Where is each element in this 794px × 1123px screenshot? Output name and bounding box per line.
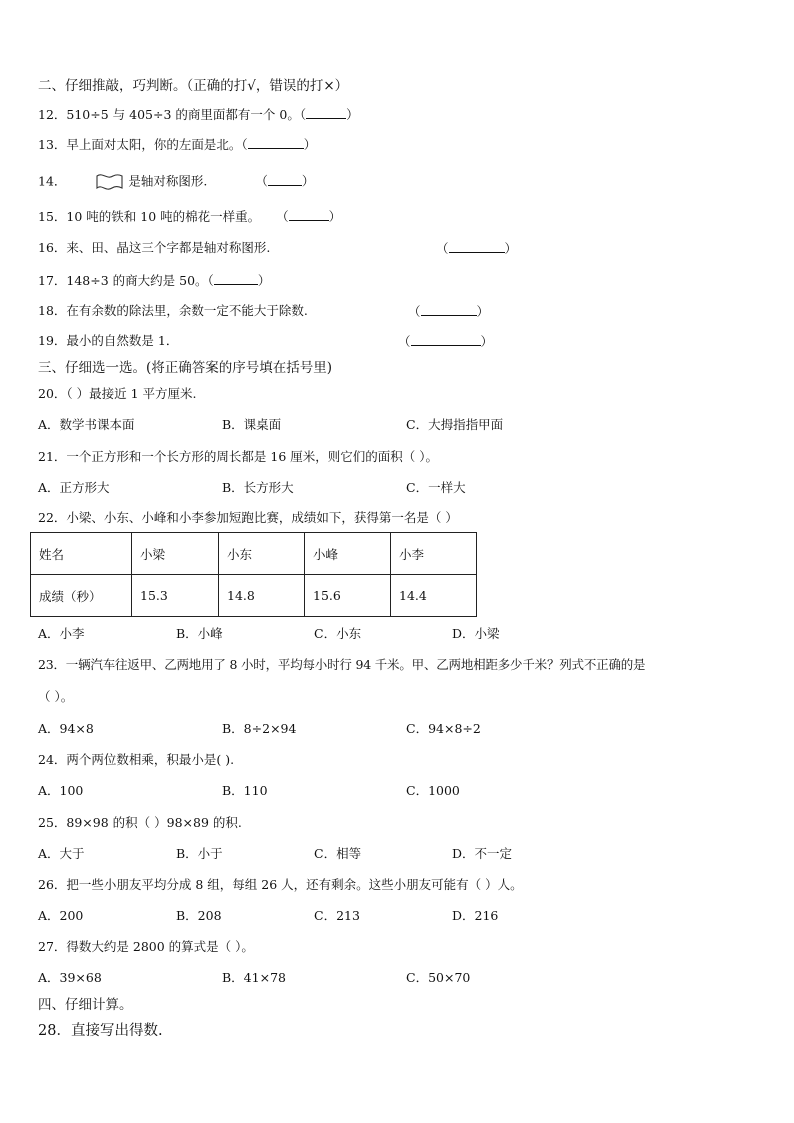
option-a[interactable]: A．94×8 (38, 721, 94, 736)
question-number: 14． (38, 173, 67, 189)
question-17: 17．148÷3 的商大约是 50。（ ） (38, 273, 271, 288)
option-c[interactable]: C．大拇指指甲面 (406, 417, 504, 432)
table-cell: 成绩（秒） (31, 575, 132, 617)
section-3-heading: 三、仔细选一选。(将正确答案的序号填在括号里) (38, 360, 333, 376)
option-b[interactable]: B．长方形大 (222, 480, 294, 495)
section-4-heading: 四、仔细计算。 (38, 997, 133, 1013)
question-text: 510÷5 与 405÷3 的商里面都有一个 0。 (66, 107, 300, 122)
question-text: 早上面对太阳，你的左面是北。 (66, 137, 242, 152)
answer-blank[interactable] (411, 333, 481, 346)
question-20: 20．（ ）最接近 1 平方厘米. (38, 386, 197, 401)
question-16-blank: （ ） (436, 241, 518, 256)
answer-blank[interactable] (214, 272, 258, 285)
option-c[interactable]: C．50×70 (406, 970, 471, 985)
option-b[interactable]: B．小于 (176, 846, 223, 861)
question-13: 13．早上面对太阳，你的左面是北。（ ） (38, 137, 317, 152)
table-cell: 小梁 (132, 533, 219, 575)
question-text: 10 吨的铁和 10 吨的棉花一样重。 (66, 209, 261, 224)
option-b[interactable]: B．110 (222, 783, 268, 798)
question-number: 17． (38, 273, 67, 288)
option-b[interactable]: B．208 (176, 908, 222, 923)
table-cell: 小李 (391, 533, 477, 575)
question-19 (38, 333, 178, 349)
question-number: 16． (38, 240, 67, 255)
option-a[interactable]: A．小李 (38, 626, 85, 641)
option-c[interactable]: C．小东 (314, 626, 362, 641)
question-22: 22．小梁、小东、小峰和小李参加短跑比赛，成绩如下，获得第一名是（ ） (38, 510, 458, 525)
question-14: 14． 是轴对称图形. （ ） (38, 172, 314, 192)
option-a[interactable]: A．39×68 (38, 970, 102, 985)
question-text: 最小的自然数是 1． (66, 333, 179, 348)
question-text: 来、田、晶这三个字都是轴对称图形. (66, 240, 271, 255)
question-15: 15．10 吨的铁和 10 吨的棉花一样重。 （ ） (38, 209, 342, 224)
table-cell: 15.3 (132, 575, 219, 617)
table-cell: 小东 (219, 533, 305, 575)
question-number: 12． (38, 107, 67, 122)
wavy-flag-icon (94, 172, 124, 192)
question-23-continued: （ ）。 (38, 689, 74, 704)
section-2-heading: 二、仔细推敲，巧判断。（正确的打√，错误的打×） (38, 78, 349, 94)
option-d[interactable]: D．小梁 (452, 626, 500, 641)
table-cell: 姓名 (31, 533, 132, 575)
question-19-blank: （ ） (398, 334, 494, 349)
question-12: 12．510÷5 与 405÷3 的商里面都有一个 0。（ ） (38, 107, 359, 122)
question-24: 24．两个两位数相乘，积最小是( ). (38, 752, 235, 767)
answer-blank[interactable] (289, 208, 329, 221)
option-c[interactable]: C．1000 (406, 783, 460, 798)
option-c[interactable]: C．相等 (314, 846, 362, 861)
question-number: 19． (38, 333, 67, 348)
answer-blank[interactable] (421, 303, 477, 316)
question-21: 21．一个正方形和一个长方形的周长都是 16 厘米，则它们的面积（ ）。 (38, 449, 438, 464)
option-c[interactable]: C．一样大 (406, 480, 466, 495)
table-cell: 小峰 (305, 533, 391, 575)
option-a[interactable]: A．大于 (38, 846, 85, 861)
question-26: 26．把一些小朋友平均分成 8 组，每组 26 人，还有剩余。这些小朋友可能有（ ）人。 (38, 877, 523, 892)
table-cell: 14.4 (391, 575, 477, 617)
question-number: 13． (38, 137, 67, 152)
option-a[interactable]: A．正方形大 (38, 480, 110, 495)
table-cell: 14.8 (219, 575, 305, 617)
question-28: 28．直接写出得数. (38, 1023, 163, 1039)
question-18-blank: （ ） (408, 304, 490, 319)
question-text: 在有余数的除法里，余数一定不能大于除数. (66, 303, 308, 318)
option-a[interactable]: A．数学书课本面 (38, 417, 135, 432)
question-23: 23．一辆汽车往返甲、乙两地用了 8 小时，平均每小时行 94 千米。甲、乙两地相距多少千米？列式不正确的是 (38, 657, 646, 672)
question-text: 是轴对称图形. (128, 173, 208, 189)
answer-blank[interactable] (449, 240, 505, 253)
option-a[interactable]: A．100 (38, 783, 84, 798)
option-b[interactable]: B．小峰 (176, 626, 223, 641)
table-row (31, 575, 477, 617)
answer-blank[interactable] (306, 106, 346, 119)
table-cell: 15.6 (305, 575, 391, 617)
answer-blank[interactable] (248, 136, 304, 149)
table-row (31, 533, 477, 575)
question-27: 27．得数大约是 2800 的算式是（ ）。 (38, 939, 254, 954)
option-c[interactable]: C．213 (314, 908, 360, 923)
question-25: 25．89×98 的积（ ）98×89 的积. (38, 815, 242, 830)
answer-blank[interactable] (268, 173, 302, 186)
option-a[interactable]: A．200 (38, 908, 84, 923)
question-16 (38, 240, 270, 256)
question-number: 15． (38, 209, 67, 224)
option-b[interactable]: B．课桌面 (222, 417, 282, 432)
option-c[interactable]: C．94×8÷2 (406, 721, 481, 736)
option-d[interactable]: D．216 (452, 908, 499, 923)
scores-table (30, 532, 477, 617)
option-d[interactable]: D．不一定 (452, 846, 513, 861)
option-b[interactable]: B．8÷2×94 (222, 721, 297, 736)
question-text: 148÷3 的商大约是 50。 (66, 273, 208, 288)
question-number: 18． (38, 303, 67, 318)
question-18 (38, 303, 308, 319)
option-b[interactable]: B．41×78 (222, 970, 286, 985)
